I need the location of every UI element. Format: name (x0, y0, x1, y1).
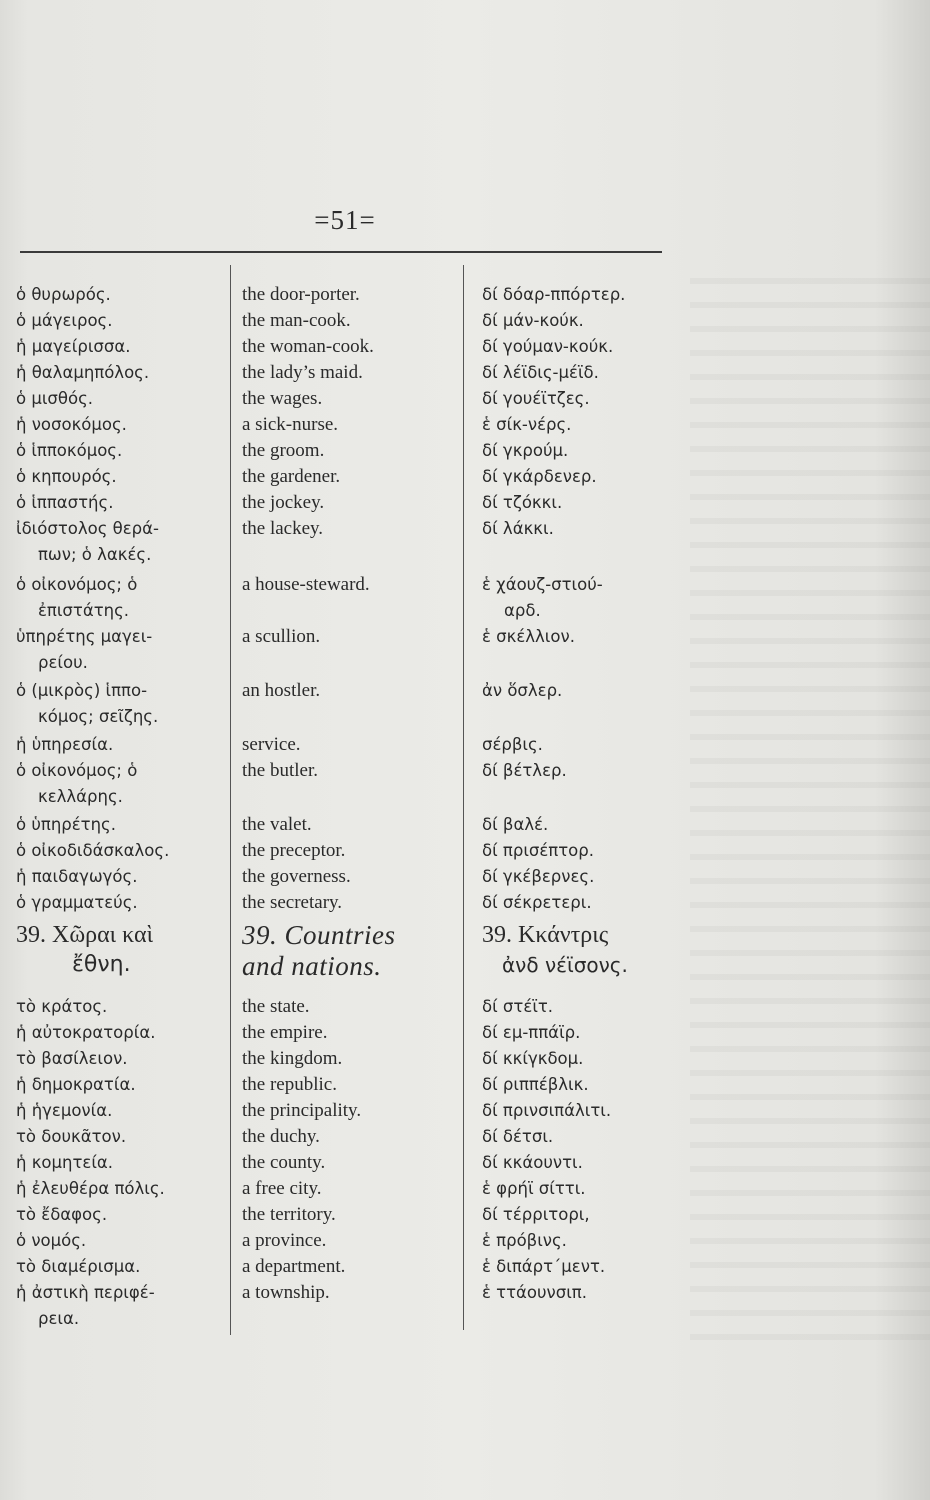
pronunciation-line: ἑ σίκ-νέρς. (482, 415, 572, 434)
greek-entry (16, 1280, 155, 1332)
english-line: a township. (242, 1282, 330, 1303)
greek-line: ὁ οἰκονόμος; ὁ (16, 761, 138, 780)
english-line: the duchy. (242, 1126, 320, 1147)
column-divider-left (230, 265, 231, 1335)
pronunciation-entry (482, 1228, 567, 1254)
english-line: an hostler. (242, 680, 321, 701)
greek-line: ὁ γραμματεύς. (16, 893, 138, 912)
pronunciation-line: δί τέρριτορι, (482, 1205, 590, 1224)
english-entry (242, 334, 374, 360)
pronunciation-line: 39. Κκάντρις (482, 922, 609, 948)
pronunciation-entry (482, 1176, 586, 1202)
pronunciation-entry (482, 732, 543, 758)
greek-entry (16, 1150, 113, 1176)
english-line: the state. (242, 996, 310, 1017)
pronunciation-line: δί λάκκι. (482, 519, 554, 538)
english-entry (242, 1020, 327, 1046)
pronunciation-line: αρδ. (504, 601, 541, 620)
greek-line: ἡ ἡγεμονία. (16, 1101, 113, 1120)
greek-entry (16, 758, 137, 810)
english-line: the gardener. (242, 466, 341, 487)
greek-entry (16, 516, 159, 568)
pronunciation-entry (482, 864, 594, 890)
greek-line: ὁ ὑπηρέτης. (16, 815, 116, 834)
greek-entry (16, 1072, 136, 1098)
greek-line: τὸ δουκᾶτον. (16, 1127, 127, 1146)
pronunciation-section-heading (482, 920, 628, 980)
english-entry (242, 1228, 326, 1254)
english-entry (242, 1072, 337, 1098)
pronunciation-entry (482, 438, 568, 464)
greek-entry (16, 412, 127, 438)
greek-line: ἡ θαλαμηπόλος. (16, 363, 150, 382)
english-line: the principality. (242, 1100, 362, 1121)
pronunciation-entry (482, 334, 613, 360)
english-entry (242, 624, 320, 650)
greek-entry (16, 490, 113, 516)
pronunciation-entry (482, 308, 584, 334)
pronunciation-entry (482, 758, 567, 784)
pronunciation-line: σέρβις. (482, 735, 543, 754)
greek-line: ἡ παιδαγωγός. (16, 867, 138, 886)
column-divider-right (463, 265, 464, 1330)
english-line: the valet. (242, 814, 312, 835)
english-entry (242, 1280, 330, 1306)
greek-line: ὁ μισθός. (16, 389, 93, 408)
greek-line: ἰδιόστολος θερά- (16, 519, 159, 538)
pronunciation-entry (482, 1202, 590, 1228)
greek-line: ὁ οἰκοδιδάσκαλος. (16, 841, 170, 860)
greek-line: ὁ (μικρὸς) ἱππο- (16, 681, 148, 700)
pronunciation-line: δί τζόκκι. (482, 493, 563, 512)
greek-line: ὁ ἱπποκόμος. (16, 441, 123, 460)
greek-line: ὁ κηπουρός. (16, 467, 117, 486)
greek-entry (16, 864, 137, 890)
greek-line: ἡ ὑπηρεσία. (16, 735, 114, 754)
english-entry (242, 1254, 345, 1280)
greek-entry (16, 360, 149, 386)
greek-entry (16, 282, 111, 308)
pronunciation-line: δί λέϊδις-μέϊδ. (482, 363, 599, 382)
english-line: a free city. (242, 1178, 322, 1199)
greek-entry (16, 1176, 165, 1202)
greek-line: ἡ ἀστικὴ περιφέ- (16, 1283, 155, 1302)
english-line: the man-cook. (242, 310, 351, 331)
english-line: the governess. (242, 866, 351, 887)
english-entry (242, 994, 310, 1020)
pronunciation-entry (482, 838, 594, 864)
english-entry (242, 1046, 342, 1072)
english-line: the territory. (242, 1204, 336, 1225)
greek-entry (16, 1228, 86, 1254)
pronunciation-entry (482, 386, 590, 412)
pronunciation-entry (482, 678, 562, 704)
greek-line: ἡ δημοκρατία. (16, 1075, 136, 1094)
english-line: the lady’s maid. (242, 362, 363, 383)
pronunciation-entry (482, 890, 592, 916)
greek-line: ρεια. (38, 1309, 80, 1328)
greek-entry (16, 1020, 155, 1046)
greek-line: ἡ αὐτοκρατορία. (16, 1023, 156, 1042)
english-entry (242, 464, 340, 490)
pronunciation-line: δί γκάρδενερ. (482, 467, 597, 486)
english-entry (242, 1202, 336, 1228)
pronunciation-entry (482, 1020, 580, 1046)
greek-entry (16, 732, 113, 758)
pronunciation-line: ἑ διπάρτ΄μεντ. (482, 1257, 606, 1276)
greek-entry (16, 1098, 112, 1124)
greek-entry (16, 438, 122, 464)
english-entry (242, 1124, 320, 1150)
greek-entry (16, 624, 152, 676)
english-entry (242, 386, 322, 412)
pronunciation-entry (482, 572, 603, 624)
pronunciation-line: ἑ σκέλλιον. (482, 627, 575, 646)
pronunciation-line: δί δόαρ-ππόρτερ. (482, 285, 626, 304)
greek-entry (16, 994, 107, 1020)
english-entry (242, 838, 345, 864)
pronunciation-entry (482, 464, 597, 490)
english-entry (242, 758, 318, 784)
english-entry (242, 864, 351, 890)
english-entry (242, 1150, 325, 1176)
english-entry (242, 516, 323, 542)
pronunciation-line: δί γούμαν-κούκ. (482, 337, 614, 356)
greek-line: κελλάρης. (38, 787, 123, 806)
pronunciation-line: δί πρινσιπάλιτι. (482, 1101, 612, 1120)
greek-line: ὁ οἰκονόμος; ὁ (16, 575, 138, 594)
english-line: the empire. (242, 1022, 328, 1043)
english-entry (242, 412, 338, 438)
greek-line: 39. Χῶραι καὶ (16, 922, 154, 948)
greek-line: ὁ ἱππαστής. (16, 493, 114, 512)
pronunciation-entry (482, 412, 571, 438)
greek-line: ὁ μάγειρος. (16, 311, 113, 330)
pronunciation-line: ἑ χάουζ-στιού- (482, 575, 603, 594)
greek-entry (16, 572, 137, 624)
pronunciation-entry (482, 812, 548, 838)
pronunciation-line: δί σέκρετερι. (482, 893, 592, 912)
greek-entry (16, 308, 112, 334)
greek-line: τὸ βασίλειον. (16, 1049, 128, 1068)
pronunciation-line: δί κκάουντι. (482, 1153, 583, 1172)
english-line: the door-porter. (242, 284, 360, 305)
pronunciation-line: δί βέτλερ. (482, 761, 567, 780)
english-line: the preceptor. (242, 840, 346, 861)
english-line: and nations. (242, 951, 382, 981)
greek-line: ρείου. (38, 653, 88, 672)
pronunciation-entry (482, 994, 553, 1020)
english-line: the secretary. (242, 892, 343, 913)
pronunciation-line: δί στέϊτ. (482, 997, 553, 1016)
pronunciation-entry (482, 490, 562, 516)
pronunciation-line: δί κκίγκδομ. (482, 1049, 584, 1068)
pronunciation-line: δί εμ-ππάϊρ. (482, 1023, 581, 1042)
greek-entry (16, 812, 116, 838)
pronunciation-line: δί πρισέπτορ. (482, 841, 594, 860)
pronunciation-line: ἀνδ νέϊσονς. (502, 953, 628, 977)
pronunciation-entry (482, 1280, 587, 1306)
pronunciation-line: ἑ πρόβινς. (482, 1231, 567, 1250)
pronunciation-line: ἀν ὅσλερ. (482, 681, 563, 700)
greek-entry (16, 1046, 128, 1072)
greek-line: τὸ κράτος. (16, 997, 108, 1016)
english-line: a scullion. (242, 626, 321, 647)
greek-entry (16, 1254, 140, 1280)
english-entry (242, 678, 320, 704)
english-entry (242, 732, 301, 758)
greek-entry (16, 838, 169, 864)
english-line: the butler. (242, 760, 318, 781)
english-entry (242, 890, 342, 916)
english-entry (242, 360, 363, 386)
greek-line: ἡ νοσοκόμος. (16, 415, 127, 434)
greek-line: τὸ διαμέρισμα. (16, 1257, 141, 1276)
pronunciation-entry (482, 360, 599, 386)
english-entry (242, 1098, 361, 1124)
english-line: 39. Countries (242, 920, 396, 950)
english-entry (242, 308, 351, 334)
english-line: the wages. (242, 388, 323, 409)
header-rule (20, 251, 662, 253)
greek-line: ἔθνη. (72, 952, 131, 977)
english-line: a house-steward. (242, 574, 370, 595)
greek-entry (16, 464, 117, 490)
pronunciation-entry (482, 1046, 583, 1072)
pronunciation-entry (482, 1072, 589, 1098)
greek-entry (16, 334, 130, 360)
pronunciation-line: δί ριππέβλικ. (482, 1075, 589, 1094)
greek-line: κόμος; σεῖζης. (38, 707, 159, 726)
pronunciation-line: δί βαλέ. (482, 815, 549, 834)
greek-entry (16, 1202, 107, 1228)
facing-page-bleed (690, 260, 930, 1340)
greek-line: ἡ κομητεία. (16, 1153, 114, 1172)
english-entry (242, 490, 324, 516)
greek-line: ὑπηρέτης μαγει- (16, 627, 153, 646)
english-entry (242, 1176, 321, 1202)
pronunciation-line: δί δέτσι. (482, 1127, 554, 1146)
english-line: a province. (242, 1230, 327, 1251)
pronunciation-line: δί γκέβερνες. (482, 867, 595, 886)
greek-entry (16, 1124, 126, 1150)
pronunciation-entry (482, 1124, 553, 1150)
pronunciation-entry (482, 282, 625, 308)
english-line: the republic. (242, 1074, 337, 1095)
pronunciation-line: ἑ ττάουνσιπ. (482, 1283, 587, 1302)
greek-line: ἡ ἐλευθέρα πόλις. (16, 1179, 165, 1198)
english-line: the woman-cook. (242, 336, 374, 357)
greek-entry (16, 890, 138, 916)
english-line: a department. (242, 1256, 346, 1277)
english-section-heading (242, 920, 396, 982)
greek-line: ἡ μαγείρισσα. (16, 337, 131, 356)
pronunciation-entry (482, 516, 554, 542)
english-line: service. (242, 734, 301, 755)
greek-line: ἐπιστάτης. (38, 601, 130, 620)
english-entry (242, 572, 370, 598)
english-line: the jockey. (242, 492, 325, 513)
pronunciation-entry (482, 624, 575, 650)
pronunciation-entry (482, 1254, 605, 1280)
greek-line: ὁ θυρωρός. (16, 285, 111, 304)
greek-entry (16, 678, 158, 730)
greek-section-heading (16, 920, 153, 980)
greek-line: ὁ νομός. (16, 1231, 87, 1250)
english-line: the groom. (242, 440, 325, 461)
english-line: the kingdom. (242, 1048, 343, 1069)
pronunciation-entry (482, 1150, 583, 1176)
greek-entry (16, 386, 93, 412)
pronunciation-line: ἑ φρήϊ σίττι. (482, 1179, 586, 1198)
pronunciation-line: δί γκρούμ. (482, 441, 569, 460)
page-number: =51= (314, 205, 376, 235)
greek-line: πων; ὁ λακές. (38, 545, 152, 564)
english-line: the lackey. (242, 518, 324, 539)
pronunciation-line: δί μάν-κούκ. (482, 311, 584, 330)
english-entry (242, 812, 312, 838)
pronunciation-line: δί γουέϊτζες. (482, 389, 590, 408)
english-line: a sick-nurse. (242, 414, 339, 435)
english-entry (242, 282, 360, 308)
english-entry (242, 438, 324, 464)
english-line: the county. (242, 1152, 326, 1173)
pronunciation-entry (482, 1098, 611, 1124)
greek-line: τὸ ἔδαφος. (16, 1205, 108, 1224)
